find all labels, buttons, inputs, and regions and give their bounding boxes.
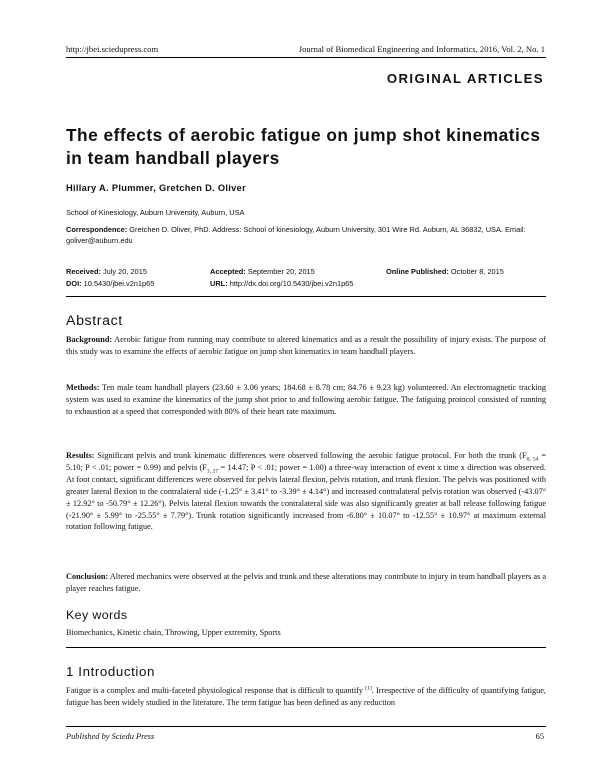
methods-text: Ten male team handball players (23.60 ± 3.06 years; 184.68 ± 8.78 cm; 84.76 ± 9.23 kg) volunteered. An electromagnetic tracking system was used to examine the kinematics of the jump shot prior to and following aerobic fatigue. The fatiguing protocol consisted of running to exhaustion at a speed that corresponded with 80% of their heart rate maximum.	[66, 383, 546, 416]
doi-value[interactable]: 10.5430/jbei.v2n1p65	[83, 279, 155, 288]
header-journal: Journal of Biomedical Engineering and Informatics, 2016, Vol. 2, No. 1	[298, 44, 545, 54]
conclusion-text: Altered mechanics were observed at the pelvis and trunk and these alterations may contribute to injury in team handball players as a player reaches fatigue.	[66, 572, 546, 593]
received-date	[66, 267, 147, 276]
abstract-methods	[66, 382, 546, 418]
results-sub-1: 6, 54	[526, 456, 539, 463]
keywords-heading: Key words	[66, 608, 128, 622]
meta-rule	[66, 296, 546, 297]
doi-label: DOI:	[66, 279, 82, 288]
accepted-label: Accepted:	[210, 267, 246, 276]
header-rule	[66, 57, 546, 58]
published-date	[386, 267, 504, 276]
results-label: Results:	[66, 451, 95, 460]
introduction-heading: 1 Introduction	[66, 664, 155, 679]
affiliation: School of Kinesiology, Auburn University, Auburn, USA	[66, 208, 245, 217]
citation-ref[interactable]: [1]	[365, 685, 372, 692]
conclusion-label: Conclusion:	[66, 572, 109, 581]
introduction-text-2: . Irrespective of the difficulty of quantifying fatigue, fatigue has been widely studied in the literature. The term fatigue has been defined as any reduction	[66, 686, 546, 707]
abstract-heading: Abstract	[66, 313, 123, 329]
published-value: October 8, 2015	[450, 267, 504, 276]
accepted-date	[210, 267, 315, 276]
results-sub-2: 3, 27	[206, 468, 219, 475]
doi	[66, 279, 154, 288]
section-label: ORIGINAL ARTICLES	[386, 71, 544, 86]
url-label: URL:	[210, 279, 228, 288]
introduction-text-1: Fatigue is a complex and multi-faceted physiological response that is difficult to quantify	[66, 686, 366, 695]
keywords-rule	[66, 647, 546, 648]
abstract-background	[66, 334, 546, 358]
url-value[interactable]: http://dx.doi.org/10.5430/jbei.v2n1p65	[229, 279, 354, 288]
correspondence	[66, 225, 546, 246]
results-text-1: Significant pelvis and trunk kinematic differences were observed following the aerobic fatigue protocol. For both the trunk (F	[97, 451, 527, 460]
article-url	[210, 279, 353, 288]
footer-publisher: Published by Sciedu Press	[66, 732, 155, 741]
keywords-text: Biomechanics, Kinetic chain, Throwing, Upper extremity, Sports	[66, 628, 281, 637]
abstract-conclusion	[66, 571, 546, 595]
abstract-results	[66, 450, 546, 533]
received-value: July 20, 2015	[102, 267, 147, 276]
correspondence-label: Correspondence:	[66, 225, 128, 234]
authors: Hillary A. Plummer, Gretchen D. Oliver	[66, 183, 247, 193]
footer-rule	[66, 726, 546, 727]
correspondence-text: Gretchen D. Oliver, PhD. Address: School of kinesiology, Auburn University, 301 Wire Rd. Auburn, AL 36832, USA. Email: goliver@auburn.edu	[66, 225, 526, 245]
background-label: Background:	[66, 335, 113, 344]
methods-label: Methods:	[66, 383, 100, 392]
introduction-text	[66, 685, 546, 709]
results-text-2: = 5.10; P < .01; power = 0.99) and pelvis (F	[66, 451, 547, 472]
published-label: Online Published:	[386, 267, 449, 276]
page-number: 65	[535, 732, 544, 741]
background-text: Aerobic fatigue from running may contribute to altered kinematics and as a result the possibility of injury exists. The purpose of this study was to examine the effects of aerobic fatigue on jump shot kinematics in team handball players.	[66, 335, 546, 356]
article-title: The effects of aerobic fatigue on jump shot kinematics in team handball players	[66, 125, 541, 168]
accepted-value: September 20, 2015	[247, 267, 315, 276]
results-text-3: = 14.47; P < .01; power = 1.00) a three-way interaction of event x time x direction was observed. At foot contact, significant differences were observed for pelvis lateral flexion, pelvis rotation, and trunk flexion. The pelvis was positioned with greater lateral flexion to the contralateral side (-1.25° ± 3.41° to -3.39° ± 4.14°) and increased contralateral pelvis rotation was observed (-43.07° ± 12.92° to -50.79° ± 12.26°). Pelvis lateral flexion towards the contralateral side was also significantly greater at ball release following fatigue (-21.90° ± 5.99° to -25.55° ± 7.79°). Trunk rotation significantly increased from -6.80° ± 10.07° to -12.55° ± 10.97° at maximum external rotation following fatigue.	[66, 462, 546, 532]
received-label: Received:	[66, 267, 101, 276]
header-url[interactable]: http://jbei.sciedupress.com	[66, 44, 159, 54]
